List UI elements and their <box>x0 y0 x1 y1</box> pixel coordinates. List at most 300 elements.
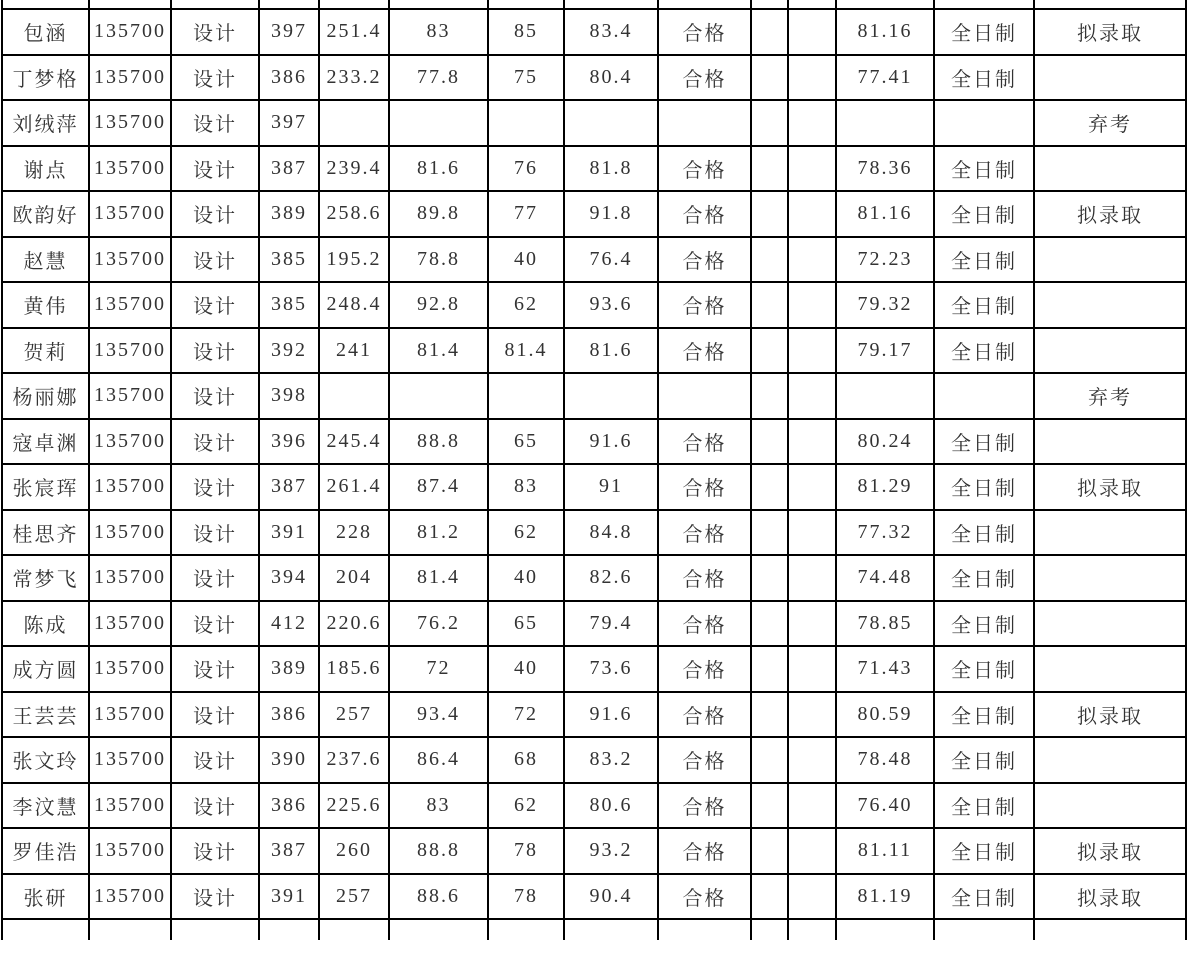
cell-total-score: 398 <box>259 373 319 419</box>
cutoff-cell <box>488 0 564 9</box>
table-row <box>2 646 1186 692</box>
cutoff-cell <box>319 0 389 9</box>
cell-code: 135700 <box>89 555 171 601</box>
cell-written-score: 258.6 <box>319 191 389 237</box>
cell-score-a: 92.8 <box>389 282 488 328</box>
cell-blank-2 <box>788 237 836 283</box>
cell-study-mode: 全日制 <box>934 510 1034 556</box>
cell-score-a: 78.8 <box>389 237 488 283</box>
cutoff-cell <box>564 0 658 9</box>
cell-major: 设计 <box>171 828 259 874</box>
cell-major: 设计 <box>171 692 259 738</box>
cell-score-c: 80.4 <box>564 55 658 101</box>
cell-major: 设计 <box>171 464 259 510</box>
cutoff-cell <box>171 919 259 940</box>
cell-final-score: 80.59 <box>836 692 934 738</box>
cell-qualified: 合格 <box>658 783 751 829</box>
table-row <box>2 464 1186 510</box>
cell-major: 设计 <box>171 191 259 237</box>
cell-score-a: 87.4 <box>389 464 488 510</box>
cutoff-cell <box>259 0 319 9</box>
cutoff-cell <box>259 919 319 940</box>
cell-major: 设计 <box>171 282 259 328</box>
cutoff-cell <box>751 0 788 9</box>
cell-name: 杨丽娜 <box>2 373 89 419</box>
cell-blank-1 <box>751 646 788 692</box>
cell-qualified: 合格 <box>658 55 751 101</box>
cell-final-score: 81.16 <box>836 191 934 237</box>
cell-score-b: 62 <box>488 282 564 328</box>
cell-remark: 弃考 <box>1034 373 1186 419</box>
cell-code: 135700 <box>89 191 171 237</box>
cell-total-score: 386 <box>259 783 319 829</box>
cell-score-b: 65 <box>488 601 564 647</box>
cell-qualified <box>658 100 751 146</box>
cell-score-c: 82.6 <box>564 555 658 601</box>
cell-score-c: 81.8 <box>564 146 658 192</box>
cutoff-row-top <box>2 0 1186 9</box>
cell-qualified: 合格 <box>658 601 751 647</box>
cell-qualified: 合格 <box>658 146 751 192</box>
cell-blank-2 <box>788 555 836 601</box>
table-row <box>2 555 1186 601</box>
cell-score-a: 88.8 <box>389 828 488 874</box>
cell-blank-1 <box>751 237 788 283</box>
cell-qualified: 合格 <box>658 419 751 465</box>
cutoff-cell <box>389 919 488 940</box>
cell-name: 丁梦格 <box>2 55 89 101</box>
cell-name: 欧韵好 <box>2 191 89 237</box>
cell-score-c: 73.6 <box>564 646 658 692</box>
cell-code: 135700 <box>89 692 171 738</box>
cell-major: 设计 <box>171 146 259 192</box>
cell-study-mode: 全日制 <box>934 783 1034 829</box>
cutoff-cell <box>658 0 751 9</box>
cell-blank-1 <box>751 783 788 829</box>
cell-name: 陈成 <box>2 601 89 647</box>
cell-qualified: 合格 <box>658 464 751 510</box>
cell-final-score: 71.43 <box>836 646 934 692</box>
cell-study-mode <box>934 373 1034 419</box>
cell-name: 赵慧 <box>2 237 89 283</box>
cell-score-b: 40 <box>488 555 564 601</box>
cell-blank-1 <box>751 100 788 146</box>
cell-major: 设计 <box>171 237 259 283</box>
table-row <box>2 419 1186 465</box>
cutoff-cell <box>934 0 1034 9</box>
cell-blank-2 <box>788 55 836 101</box>
cell-blank-1 <box>751 328 788 374</box>
cell-score-b: 40 <box>488 237 564 283</box>
cell-written-score: 204 <box>319 555 389 601</box>
cell-code: 135700 <box>89 146 171 192</box>
cell-score-c: 79.4 <box>564 601 658 647</box>
cell-remark <box>1034 646 1186 692</box>
cell-blank-2 <box>788 282 836 328</box>
table-row <box>2 692 1186 738</box>
cell-final-score: 80.24 <box>836 419 934 465</box>
cell-final-score: 77.41 <box>836 55 934 101</box>
cell-remark <box>1034 601 1186 647</box>
table-row <box>2 146 1186 192</box>
cell-qualified: 合格 <box>658 874 751 920</box>
cutoff-cell <box>564 919 658 940</box>
cell-code: 135700 <box>89 328 171 374</box>
cell-study-mode: 全日制 <box>934 464 1034 510</box>
cell-remark: 拟录取 <box>1034 874 1186 920</box>
cell-code: 135700 <box>89 419 171 465</box>
cell-written-score: 241 <box>319 328 389 374</box>
cell-code: 135700 <box>89 874 171 920</box>
cell-qualified: 合格 <box>658 237 751 283</box>
cell-final-score: 79.17 <box>836 328 934 374</box>
cell-score-b: 78 <box>488 828 564 874</box>
cell-blank-2 <box>788 100 836 146</box>
cell-name: 常梦飞 <box>2 555 89 601</box>
cell-final-score: 79.32 <box>836 282 934 328</box>
cell-blank-1 <box>751 737 788 783</box>
cell-written-score: 261.4 <box>319 464 389 510</box>
cell-blank-2 <box>788 783 836 829</box>
cell-study-mode: 全日制 <box>934 737 1034 783</box>
table-row <box>2 874 1186 920</box>
cutoff-cell <box>171 0 259 9</box>
cell-blank-1 <box>751 9 788 55</box>
cell-total-score: 412 <box>259 601 319 647</box>
cell-remark <box>1034 783 1186 829</box>
cell-final-score: 74.48 <box>836 555 934 601</box>
cell-score-b: 62 <box>488 510 564 556</box>
cell-name: 贺莉 <box>2 328 89 374</box>
cell-score-c <box>564 100 658 146</box>
cell-score-c: 81.6 <box>564 328 658 374</box>
cell-qualified: 合格 <box>658 510 751 556</box>
cell-code: 135700 <box>89 510 171 556</box>
cell-name: 刘绒萍 <box>2 100 89 146</box>
cell-written-score: 257 <box>319 692 389 738</box>
cell-total-score: 389 <box>259 646 319 692</box>
cell-remark: 拟录取 <box>1034 191 1186 237</box>
cell-blank-1 <box>751 419 788 465</box>
cell-written-score: 195.2 <box>319 237 389 283</box>
cell-major: 设计 <box>171 555 259 601</box>
cell-blank-2 <box>788 328 836 374</box>
cell-score-a <box>389 373 488 419</box>
cell-blank-1 <box>751 55 788 101</box>
cell-major: 设计 <box>171 328 259 374</box>
cell-score-c: 93.2 <box>564 828 658 874</box>
cell-study-mode: 全日制 <box>934 237 1034 283</box>
cell-remark: 拟录取 <box>1034 828 1186 874</box>
cell-major: 设计 <box>171 510 259 556</box>
cell-qualified: 合格 <box>658 692 751 738</box>
table-row <box>2 191 1186 237</box>
cell-blank-1 <box>751 601 788 647</box>
cell-total-score: 394 <box>259 555 319 601</box>
cell-total-score: 386 <box>259 55 319 101</box>
cell-final-score: 78.85 <box>836 601 934 647</box>
table-row <box>2 373 1186 419</box>
cell-major: 设计 <box>171 646 259 692</box>
cell-score-c: 93.6 <box>564 282 658 328</box>
cell-blank-1 <box>751 828 788 874</box>
cell-score-a: 88.6 <box>389 874 488 920</box>
cell-score-a: 81.6 <box>389 146 488 192</box>
cell-score-c <box>564 373 658 419</box>
cutoff-cell <box>836 919 934 940</box>
cell-remark <box>1034 55 1186 101</box>
cutoff-cell <box>1034 0 1186 9</box>
cell-score-c: 76.4 <box>564 237 658 283</box>
cell-code: 135700 <box>89 55 171 101</box>
cell-final-score: 78.48 <box>836 737 934 783</box>
cell-written-score <box>319 100 389 146</box>
table-row <box>2 328 1186 374</box>
cutoff-cell <box>389 0 488 9</box>
cell-code: 135700 <box>89 464 171 510</box>
cell-score-a: 83 <box>389 783 488 829</box>
cell-score-a: 72 <box>389 646 488 692</box>
cell-score-a: 81.4 <box>389 555 488 601</box>
cell-blank-2 <box>788 510 836 556</box>
cell-score-a: 86.4 <box>389 737 488 783</box>
cell-score-c: 91.6 <box>564 419 658 465</box>
cell-blank-2 <box>788 146 836 192</box>
cell-total-score: 387 <box>259 146 319 192</box>
cell-score-b: 76 <box>488 146 564 192</box>
cell-study-mode: 全日制 <box>934 828 1034 874</box>
cell-total-score: 396 <box>259 419 319 465</box>
cell-name: 谢点 <box>2 146 89 192</box>
cutoff-cell <box>788 919 836 940</box>
cell-total-score: 387 <box>259 828 319 874</box>
table-row <box>2 828 1186 874</box>
cell-major: 设计 <box>171 783 259 829</box>
cell-code: 135700 <box>89 282 171 328</box>
cell-blank-2 <box>788 9 836 55</box>
cell-remark <box>1034 328 1186 374</box>
cell-code: 135700 <box>89 783 171 829</box>
cell-total-score: 391 <box>259 510 319 556</box>
cell-blank-2 <box>788 419 836 465</box>
cell-remark: 拟录取 <box>1034 464 1186 510</box>
cell-final-score <box>836 373 934 419</box>
cell-code: 135700 <box>89 737 171 783</box>
cell-qualified: 合格 <box>658 646 751 692</box>
cell-study-mode: 全日制 <box>934 146 1034 192</box>
cell-remark: 拟录取 <box>1034 692 1186 738</box>
cutoff-cell <box>319 919 389 940</box>
cutoff-cell <box>934 919 1034 940</box>
cell-written-score: 220.6 <box>319 601 389 647</box>
cell-score-b <box>488 373 564 419</box>
cell-blank-2 <box>788 737 836 783</box>
cell-study-mode: 全日制 <box>934 419 1034 465</box>
cutoff-cell <box>89 919 171 940</box>
cell-score-b: 68 <box>488 737 564 783</box>
table-row <box>2 55 1186 101</box>
cell-total-score: 391 <box>259 874 319 920</box>
cell-study-mode: 全日制 <box>934 9 1034 55</box>
cell-name: 桂思齐 <box>2 510 89 556</box>
cell-remark <box>1034 237 1186 283</box>
cell-code: 135700 <box>89 9 171 55</box>
cell-score-a: 93.4 <box>389 692 488 738</box>
table-row <box>2 237 1186 283</box>
cell-study-mode: 全日制 <box>934 874 1034 920</box>
cell-total-score: 387 <box>259 464 319 510</box>
cell-code: 135700 <box>89 237 171 283</box>
cell-total-score: 385 <box>259 237 319 283</box>
cell-name: 包涵 <box>2 9 89 55</box>
cell-name: 寇卓渊 <box>2 419 89 465</box>
cell-written-score: 228 <box>319 510 389 556</box>
cell-written-score: 260 <box>319 828 389 874</box>
cell-major: 设计 <box>171 737 259 783</box>
cell-score-b: 78 <box>488 874 564 920</box>
cell-qualified: 合格 <box>658 555 751 601</box>
cell-written-score: 257 <box>319 874 389 920</box>
cutoff-cell <box>788 0 836 9</box>
cell-name: 罗佳浩 <box>2 828 89 874</box>
cell-score-b: 77 <box>488 191 564 237</box>
cell-remark <box>1034 555 1186 601</box>
cell-written-score: 185.6 <box>319 646 389 692</box>
cell-total-score: 385 <box>259 282 319 328</box>
cell-major: 设计 <box>171 55 259 101</box>
table-row <box>2 601 1186 647</box>
cell-score-c: 83.4 <box>564 9 658 55</box>
cell-score-a: 81.4 <box>389 328 488 374</box>
cutoff-cell <box>1034 919 1186 940</box>
cell-name: 黄伟 <box>2 282 89 328</box>
cell-written-score: 233.2 <box>319 55 389 101</box>
cell-final-score: 76.40 <box>836 783 934 829</box>
cell-total-score: 392 <box>259 328 319 374</box>
cell-total-score: 390 <box>259 737 319 783</box>
cell-score-b: 65 <box>488 419 564 465</box>
cell-written-score <box>319 373 389 419</box>
cell-score-c: 80.6 <box>564 783 658 829</box>
cell-remark: 拟录取 <box>1034 9 1186 55</box>
cell-score-b: 75 <box>488 55 564 101</box>
cell-score-a: 76.2 <box>389 601 488 647</box>
cell-study-mode: 全日制 <box>934 646 1034 692</box>
cell-written-score: 225.6 <box>319 783 389 829</box>
cell-score-b: 62 <box>488 783 564 829</box>
table-row <box>2 282 1186 328</box>
admission-results-table <box>1 0 1187 940</box>
cell-written-score: 239.4 <box>319 146 389 192</box>
cell-study-mode: 全日制 <box>934 55 1034 101</box>
cell-score-a <box>389 100 488 146</box>
cell-qualified: 合格 <box>658 282 751 328</box>
cutoff-cell <box>658 919 751 940</box>
cell-blank-2 <box>788 373 836 419</box>
cutoff-row-bottom <box>2 919 1186 940</box>
cell-name: 张文玲 <box>2 737 89 783</box>
cell-blank-2 <box>788 191 836 237</box>
table-row <box>2 100 1186 146</box>
cell-final-score: 77.32 <box>836 510 934 556</box>
cell-score-b: 40 <box>488 646 564 692</box>
cell-name: 成方圆 <box>2 646 89 692</box>
cell-blank-1 <box>751 510 788 556</box>
cell-study-mode <box>934 100 1034 146</box>
cell-code: 135700 <box>89 601 171 647</box>
cell-blank-2 <box>788 646 836 692</box>
cell-score-b: 72 <box>488 692 564 738</box>
cell-written-score: 251.4 <box>319 9 389 55</box>
cell-score-c: 84.8 <box>564 510 658 556</box>
cell-blank-1 <box>751 282 788 328</box>
cutoff-cell <box>836 0 934 9</box>
cell-score-b: 83 <box>488 464 564 510</box>
cell-blank-1 <box>751 373 788 419</box>
cell-study-mode: 全日制 <box>934 555 1034 601</box>
cell-total-score: 386 <box>259 692 319 738</box>
cell-remark <box>1034 282 1186 328</box>
cell-score-a: 81.2 <box>389 510 488 556</box>
cell-final-score: 81.19 <box>836 874 934 920</box>
cell-score-a: 88.8 <box>389 419 488 465</box>
cell-blank-1 <box>751 191 788 237</box>
cutoff-cell <box>488 919 564 940</box>
cell-blank-1 <box>751 555 788 601</box>
cell-score-c: 83.2 <box>564 737 658 783</box>
cell-blank-2 <box>788 828 836 874</box>
cell-remark <box>1034 419 1186 465</box>
cutoff-cell <box>751 919 788 940</box>
cell-code: 135700 <box>89 373 171 419</box>
cell-total-score: 397 <box>259 9 319 55</box>
cell-score-a: 83 <box>389 9 488 55</box>
cell-score-b <box>488 100 564 146</box>
cell-score-c: 90.4 <box>564 874 658 920</box>
cell-qualified: 合格 <box>658 737 751 783</box>
cell-final-score <box>836 100 934 146</box>
cell-name: 张宸珲 <box>2 464 89 510</box>
cell-blank-1 <box>751 464 788 510</box>
table-row <box>2 783 1186 829</box>
cell-score-c: 91.8 <box>564 191 658 237</box>
cell-major: 设计 <box>171 419 259 465</box>
cell-major: 设计 <box>171 373 259 419</box>
cell-remark: 弃考 <box>1034 100 1186 146</box>
cell-score-a: 77.8 <box>389 55 488 101</box>
cell-final-score: 81.16 <box>836 9 934 55</box>
cell-major: 设计 <box>171 100 259 146</box>
cell-score-a: 89.8 <box>389 191 488 237</box>
cell-final-score: 78.36 <box>836 146 934 192</box>
cell-code: 135700 <box>89 646 171 692</box>
cutoff-cell <box>2 0 89 9</box>
cell-total-score: 397 <box>259 100 319 146</box>
cell-score-b: 85 <box>488 9 564 55</box>
cell-written-score: 237.6 <box>319 737 389 783</box>
cell-name: 张研 <box>2 874 89 920</box>
cell-total-score: 389 <box>259 191 319 237</box>
cell-study-mode: 全日制 <box>934 601 1034 647</box>
cell-name: 王芸芸 <box>2 692 89 738</box>
cell-final-score: 81.29 <box>836 464 934 510</box>
cell-remark <box>1034 510 1186 556</box>
cell-blank-1 <box>751 692 788 738</box>
cutoff-cell <box>89 0 171 9</box>
cutoff-cell <box>2 919 89 940</box>
cell-score-c: 91.6 <box>564 692 658 738</box>
cell-blank-2 <box>788 874 836 920</box>
